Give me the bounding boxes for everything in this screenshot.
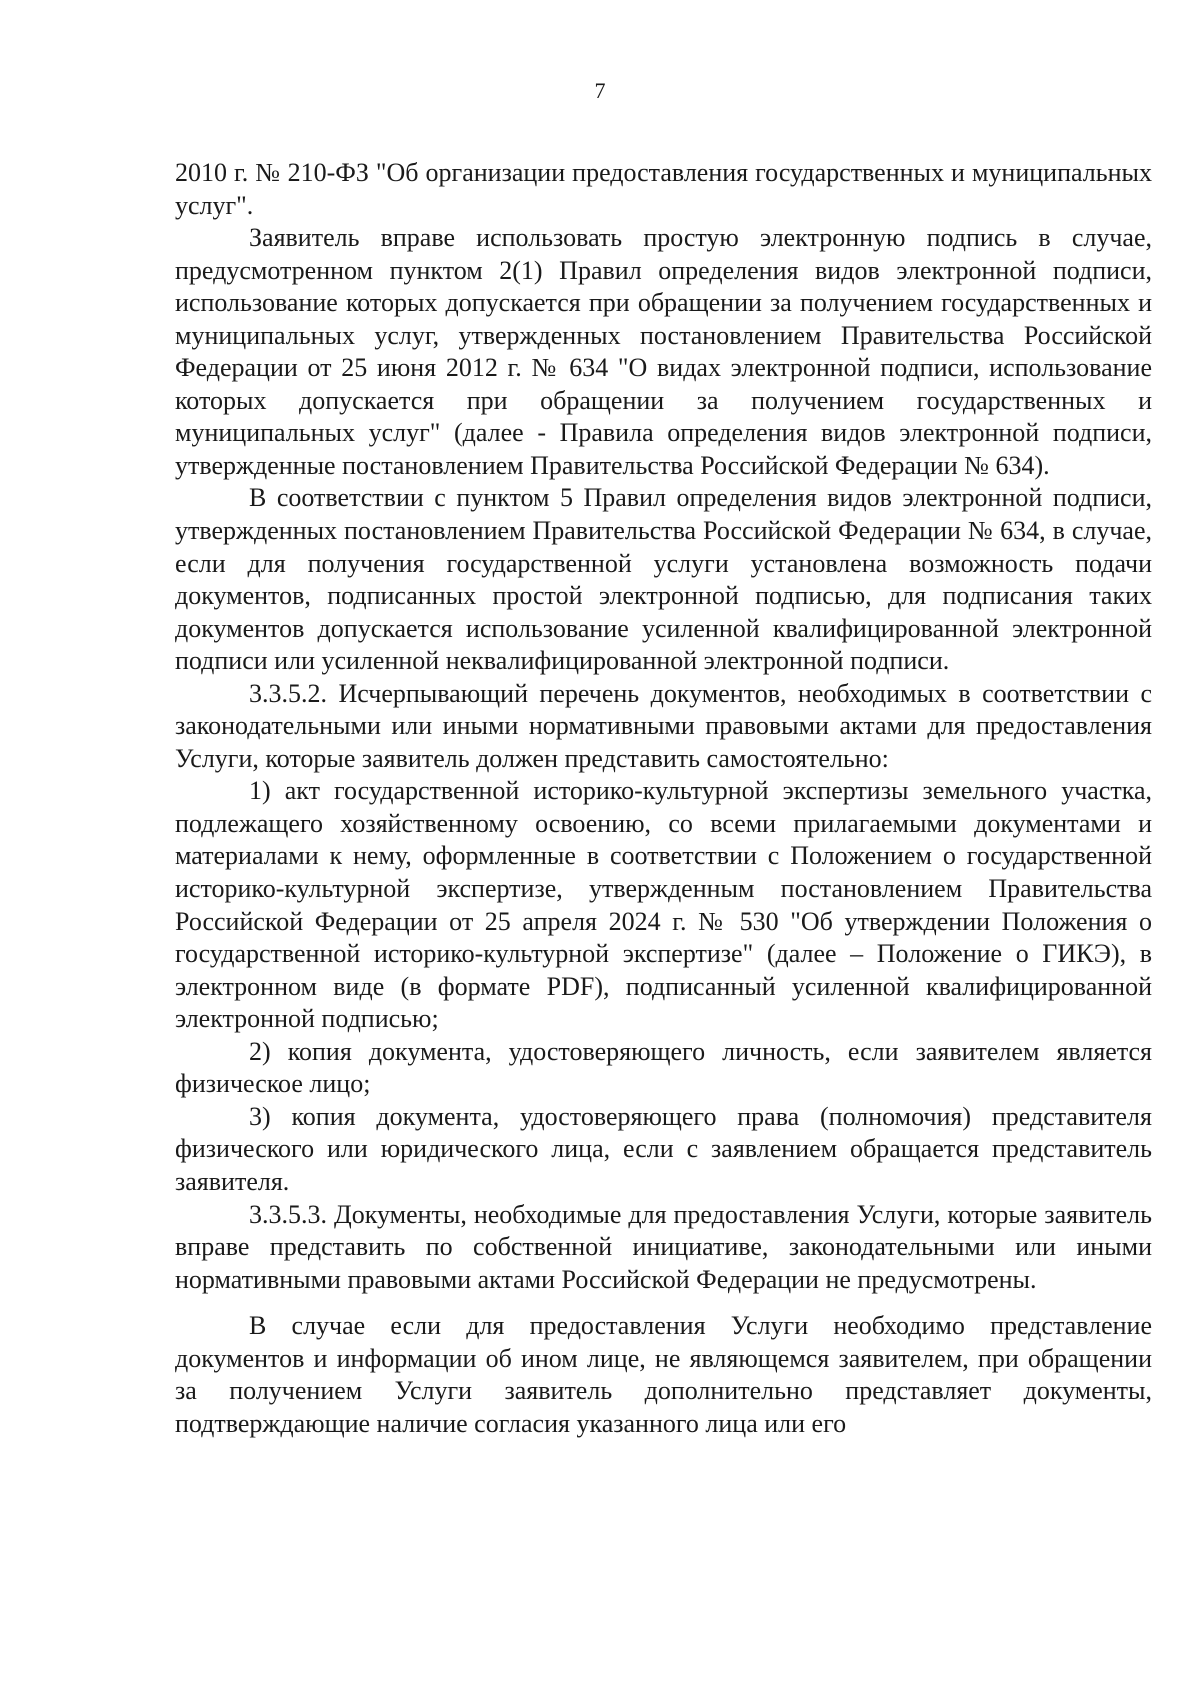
- list-item-2-identity-document: 2) копия документа, удостоверяющего личность, если заявителем является физическое лицо;: [175, 1036, 1152, 1099]
- list-item-1-expertise-act: 1) акт государственной историко-культурной экспертизы земельного участка, подлежащего хозяйственному освоению, со всеми прилагаемыми документами и материалами к нему, оформленные в соответствии с Положением о государственной историко-культурной экспертизе, утвержденным постановлением Правительства Российской Федерации от 25 апреля 2024 г. № 530 "Об утверждении Положения о государственной историко-культурной экспертизе" (далее – Положение о ГИКЭ), в электронном виде (в формате PDF), подписанный усиленной квалифицированной электронной подписью;: [175, 776, 1152, 1034]
- list-item-3-representative-authority: 3) копия документа, удостоверяющего права (полномочия) представителя физического или юридического лица, если с заявлением обращается представитель заявителя.: [175, 1101, 1152, 1196]
- paragraph-simple-signature: Заявитель вправе использовать простую электронную подпись в случае, предусмотренном пунктом 2(1) Правил определения видов электронной подписи, использование которых допускается при обращении за получением государственных и муниципальных услуг, утвержденных постановлением Правительства Российской Федерации от 25 июня 2012 г. № 634 "О видах электронной подписи, использование которых допускается при обращении за получением государственных и муниципальных услуг" (далее - Правила определения видов электронной подписи, утвержденные постановлением Правительства Российской Федерации № 634).: [175, 223, 1152, 480]
- page-number: 7: [594, 78, 606, 103]
- paragraph-law-reference-continuation: 2010 г. № 210-ФЗ "Об организации предоставления государственных и муниципальных услуг".: [175, 158, 1152, 220]
- paragraph-third-party-consent: В случае если для предоставления Услуги необходимо представление документов и информации об ином лице, не являющемся заявителем, при обращении за получением Услуги заявитель дополнительно представляет документы, подтверждающие наличие согласия указанного лица или его: [175, 1311, 1152, 1438]
- paragraph-section-3-3-5-2: 3.3.5.2. Исчерпывающий перечень документов, необходимых в соответствии с законодательными или иными нормативными правовыми актами для предоставления Услуги, которые заявитель должен представить самостоятельно:: [175, 678, 1152, 773]
- paragraph-section-3-3-5-3: 3.3.5.3. Документы, необходимые для предоставления Услуги, которые заявитель вправе представить по собственной инициативе, законодательными или иными нормативными правовыми актами Российской Федерации не предусмотрены.: [175, 1199, 1152, 1294]
- document-body: [175, 157, 1152, 1440]
- paragraph-signature-rules: В соответствии с пунктом 5 Правил определения видов электронной подписи, утвержденных постановлением Правительства Российской Федерации № 634, в случае, если для получения государственной услуги установлена возможность подачи документов, подписанных простой электронной подписью, для подписания таких документов допускается использование усиленной квалифицированной электронной подписи или усиленной неквалифицированной электронной подписи.: [175, 483, 1152, 676]
